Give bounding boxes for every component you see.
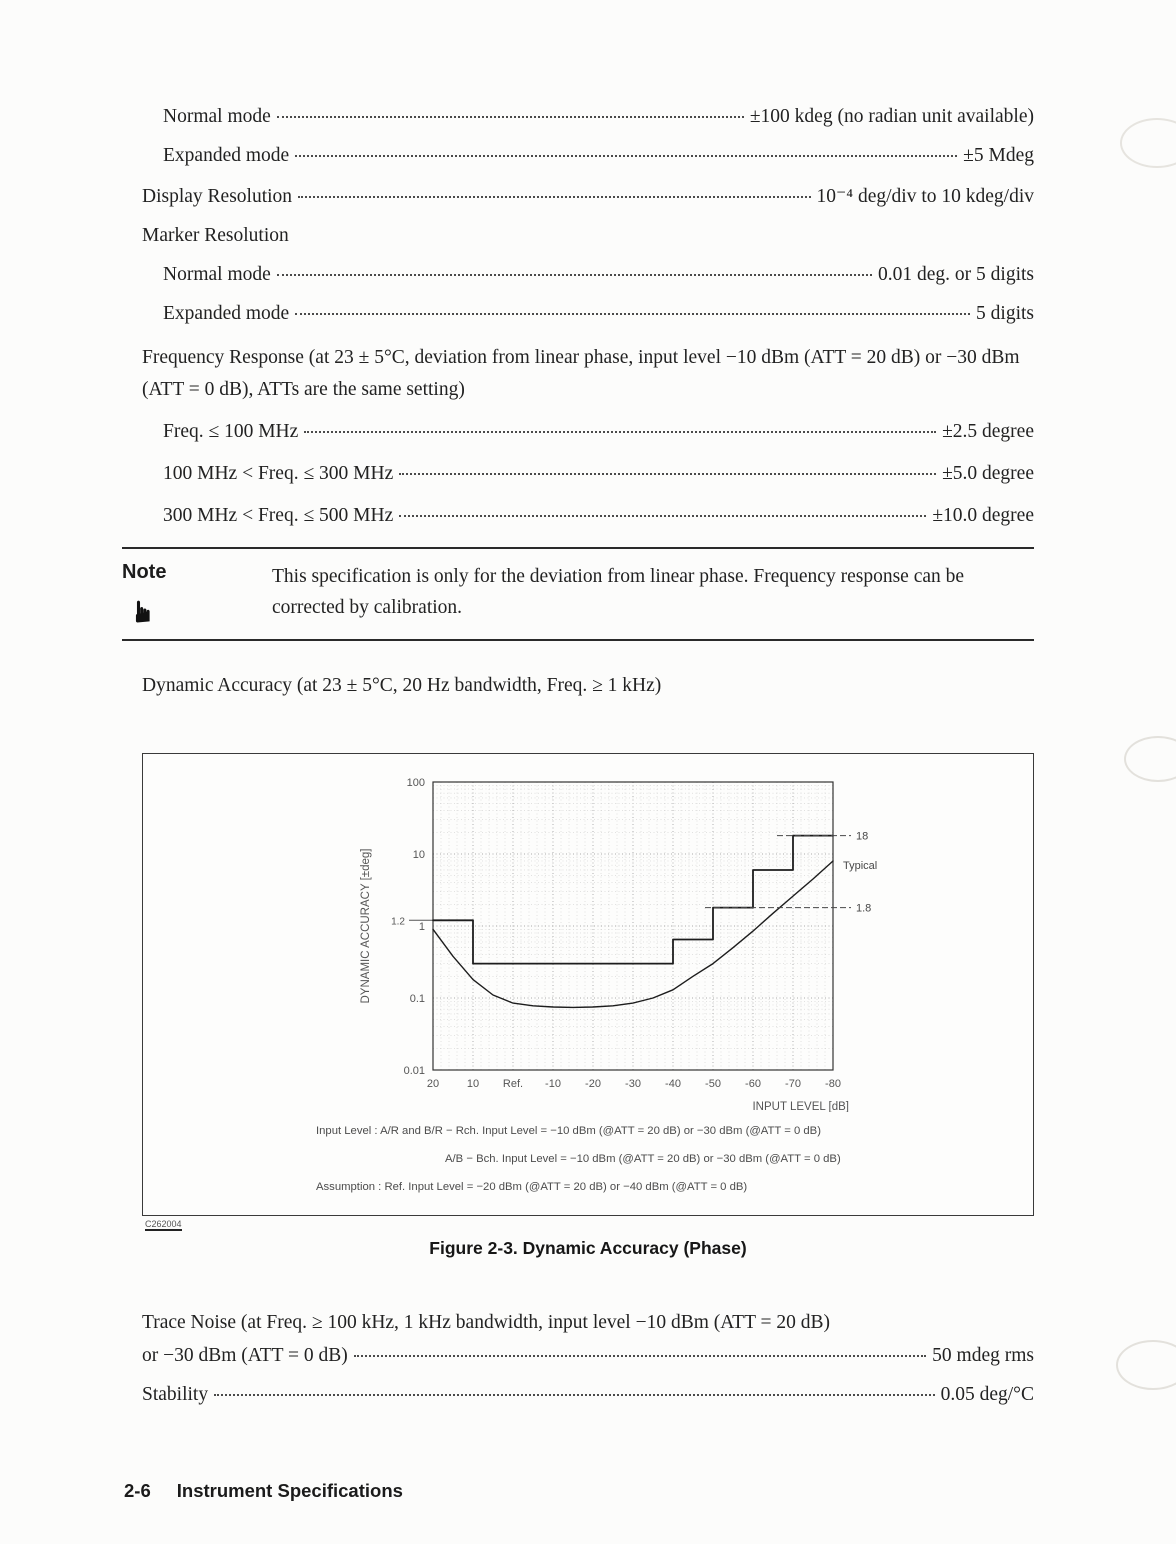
dotted-leader — [354, 1355, 926, 1357]
dotted-leader — [399, 515, 926, 517]
spec-label: Expanded mode — [163, 145, 290, 166]
spec-row-freq-100 — [163, 421, 1034, 443]
figure-2-3-box — [142, 753, 1034, 1230]
figure-code: C262004 — [145, 1219, 182, 1230]
spec-value: 0.01 deg. or 5 digits — [878, 264, 1034, 285]
dotted-leader — [277, 116, 744, 118]
spec-label: Freq. ≤ 100 MHz — [163, 421, 299, 443]
scan-artifact — [1116, 1340, 1176, 1390]
svg-text:-80: -80 — [825, 1078, 841, 1091]
svg-text:-20: -20 — [585, 1078, 601, 1091]
dotted-leader — [295, 313, 970, 315]
note-box — [122, 547, 1034, 641]
spec-row-stability — [142, 1384, 1034, 1406]
spec-value: 10⁻⁴ deg/div to 10 kdeg/div — [816, 186, 1034, 207]
dotted-leader — [304, 431, 936, 433]
svg-text:DYNAMIC ACCURACY [±deg]: DYNAMIC ACCURACY [±deg] — [360, 848, 372, 1004]
spec-label: or −30 dBm (ATT = 0 dB) — [142, 1344, 348, 1366]
svg-text:Typical: Typical — [843, 860, 878, 873]
spec-value: 5 digits — [976, 303, 1034, 324]
note-title: Note — [122, 561, 167, 584]
dynamic-accuracy-heading: Dynamic Accuracy (at 23 ± 5°C, 20 Hz bandwidth, Freq. ≥ 1 kHz) — [142, 675, 662, 697]
svg-text:10: 10 — [412, 849, 425, 862]
pointing-hand-icon: ☛ — [126, 598, 160, 626]
spec-value: ±10.0 degree — [932, 505, 1034, 527]
svg-text:1: 1 — [418, 921, 425, 934]
footer-title: Instrument Specifications — [176, 1480, 403, 1501]
spec-value: ±2.5 degree — [942, 421, 1034, 443]
dotted-leader — [298, 196, 810, 198]
spec-label: Normal mode — [163, 264, 271, 285]
marker-resolution-heading: Marker Resolution — [142, 225, 289, 246]
spec-label: 300 MHz < Freq. ≤ 500 MHz — [163, 505, 394, 527]
svg-text:-30: -30 — [625, 1078, 641, 1091]
note-left-column — [122, 561, 272, 629]
spec-row-marker-expanded — [163, 303, 1034, 325]
spec-row-freq-300 — [163, 463, 1034, 485]
svg-text:0.01: 0.01 — [403, 1065, 425, 1078]
spec-label: 100 MHz < Freq. ≤ 300 MHz — [163, 463, 394, 485]
spec-value: 50 mdeg rms — [932, 1344, 1034, 1366]
frequency-response-specs — [142, 421, 1034, 527]
svg-text:10: 10 — [466, 1078, 480, 1091]
svg-text:1.8: 1.8 — [856, 902, 872, 915]
figure-caption: Figure 2-3. Dynamic Accuracy (Phase) — [429, 1238, 747, 1259]
trace-noise-intro: Trace Noise (at Freq. ≥ 100 kHz, 1 kHz bandwidth, input level −10 dBm (ATT = 20 dB) — [142, 1312, 831, 1334]
figure-note-line-3: Assumption : Ref. Input Level = −20 dBm (@ATT = 20 dB) or −40 dBm (@ATT = 0 dB) — [316, 1180, 748, 1193]
spec-row-normal-mode — [163, 106, 1034, 128]
spec-value: ±100 kdeg (no radian unit available) — [749, 106, 1034, 127]
dotted-leader — [399, 473, 936, 475]
spec-row-display-resolution — [142, 184, 1034, 208]
dynamic-accuracy-chart — [143, 760, 1032, 1112]
scan-artifact — [1124, 736, 1176, 782]
spec-row-expanded-mode — [163, 145, 1034, 167]
spec-row-freq-500 — [163, 505, 1034, 527]
svg-text:-40: -40 — [665, 1078, 681, 1091]
spec-row-marker-normal — [163, 264, 1034, 286]
page-number: 2-6 — [124, 1480, 151, 1501]
scan-artifact — [1120, 118, 1176, 168]
svg-text:1.2: 1.2 — [391, 916, 405, 928]
figure-note-line-2: A/B − Bch. Input Level = −10 dBm (@ATT = 20 dB) or −30 dBm (@ATT = 0 dB) — [445, 1152, 841, 1165]
spec-value: ±5 Mdeg — [963, 145, 1034, 166]
spec-label: Stability — [142, 1383, 209, 1405]
spec-label: Normal mode — [163, 106, 271, 127]
note-text: This specification is only for the deviation from linear phase. Frequency response can be corrected by calibration. — [272, 566, 965, 619]
figure-note-line-1: Input Level : A/R and B/R − Rch. Input Level = −10 dBm (@ATT = 20 dB) or −30 dBm (@ATT = 0 dB) — [316, 1125, 821, 1138]
spec-row-trace-noise — [142, 1345, 1034, 1367]
svg-text:100: 100 — [406, 777, 425, 790]
dotted-leader — [277, 274, 872, 276]
spec-label: Display Resolution — [142, 186, 293, 207]
page-footer — [124, 1480, 403, 1502]
marker-resolution-specs — [142, 264, 1034, 325]
svg-text:-10: -10 — [545, 1078, 561, 1091]
phase-range-specs — [142, 106, 1034, 208]
svg-text:Ref.: Ref. — [502, 1078, 524, 1091]
svg-text:-70: -70 — [785, 1078, 801, 1091]
dotted-leader — [295, 155, 957, 157]
svg-text:INPUT LEVEL [dB]: INPUT LEVEL [dB] — [752, 1101, 849, 1113]
svg-text:20: 20 — [426, 1078, 440, 1091]
svg-text:-60: -60 — [745, 1078, 761, 1091]
svg-text:-50: -50 — [705, 1078, 721, 1091]
figure-notes — [143, 1118, 1033, 1201]
svg-text:18: 18 — [856, 830, 869, 843]
frequency-response-intro: Frequency Response (at 23 ± 5°C, deviation from linear phase, input level −10 dBm (ATT = 20 dB) or −30 dBm (ATT = 0 dB), ATTs are the same setting) — [142, 347, 1020, 400]
spec-value: ±5.0 degree — [942, 463, 1034, 485]
spec-value: 0.05 deg/°C — [940, 1383, 1034, 1405]
spec-label: Expanded mode — [163, 303, 290, 324]
dotted-leader — [214, 1394, 935, 1396]
svg-text:0.1: 0.1 — [409, 993, 425, 1006]
